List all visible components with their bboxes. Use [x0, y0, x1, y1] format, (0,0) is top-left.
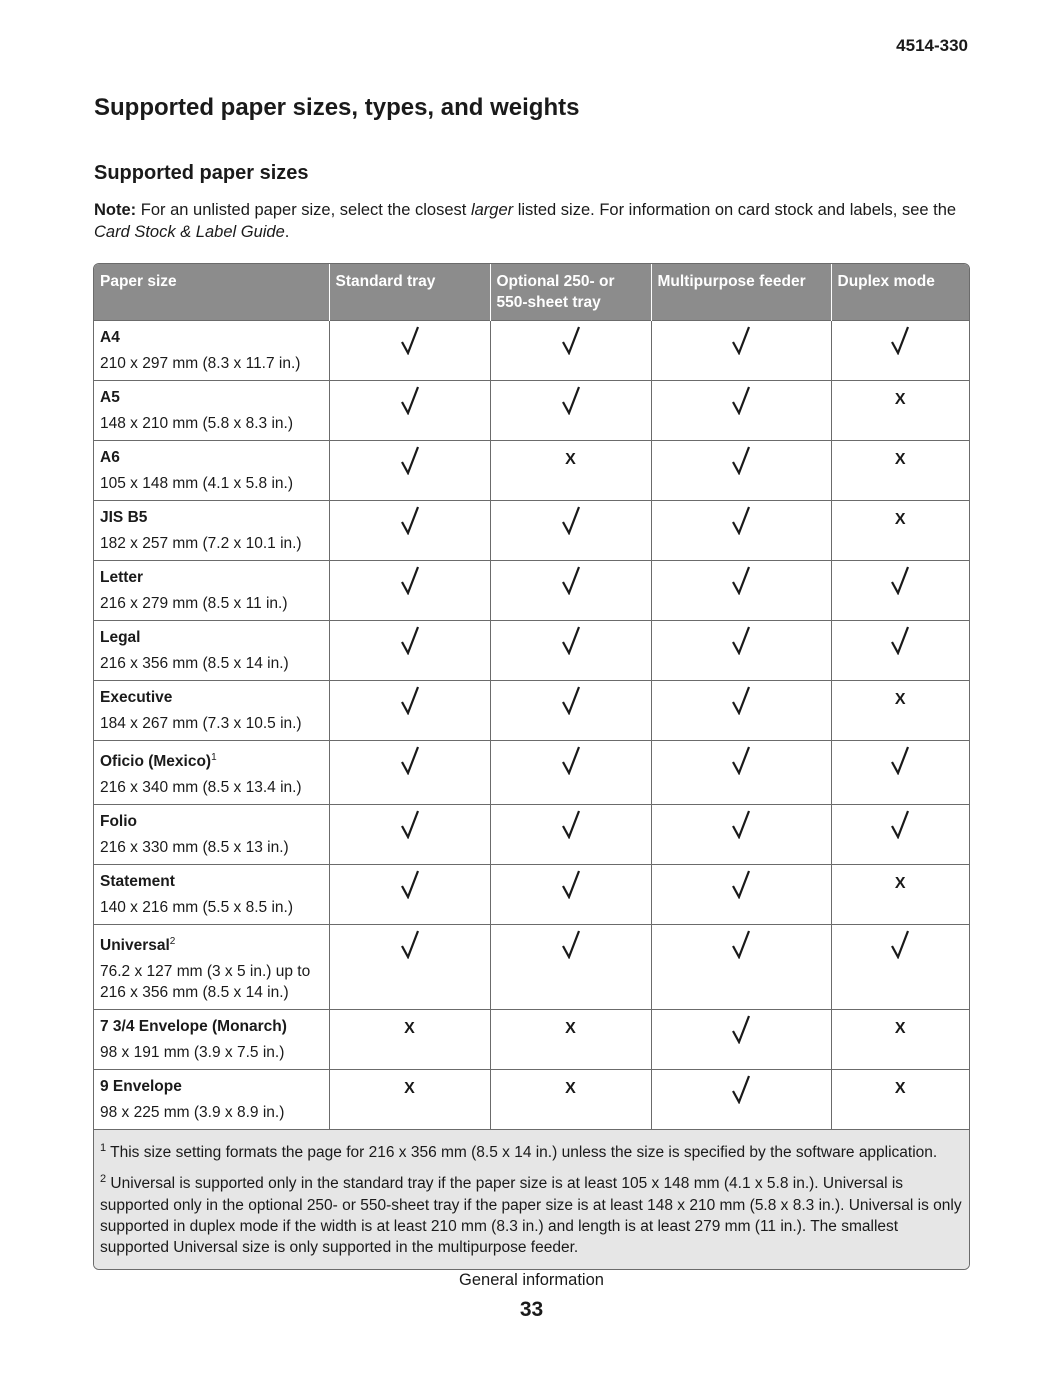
check-icon [561, 702, 581, 719]
support-cell [329, 381, 490, 441]
support-cell [831, 561, 969, 621]
check-icon [400, 826, 420, 843]
paper-size-cell [94, 681, 329, 741]
check-icon [731, 946, 751, 963]
section-title: Supported paper sizes [94, 162, 309, 184]
support-cell [651, 865, 831, 925]
paper-size-cell [94, 741, 329, 805]
support-cell [490, 1070, 651, 1130]
footnote-text: This size setting formats the page for 216 x 356 mm (8.5 x 14 in.) unless the size is specified by the software application. [106, 1144, 938, 1162]
column-header-paper-size: Paper size [94, 264, 329, 321]
check-icon [561, 886, 581, 903]
paper-size-name [100, 1016, 323, 1037]
paper-size-dimensions: 216 x 279 mm (8.5 x 11 in.) [100, 595, 288, 612]
unsupported-mark: X [565, 451, 576, 468]
paper-size-dimensions: 98 x 191 mm (3.9 x 7.5 in.) [100, 1044, 285, 1062]
paper-size-cell [94, 321, 329, 381]
check-icon [400, 582, 420, 599]
footnote-number: 1 [100, 1142, 107, 1155]
table-row [94, 441, 969, 501]
table-row [94, 1070, 969, 1130]
support-cell [329, 441, 490, 501]
support-cell [831, 805, 969, 865]
check-icon [561, 402, 581, 419]
check-icon [400, 702, 420, 719]
support-cell [831, 621, 969, 681]
paper-size-cell [94, 621, 329, 681]
check-icon [731, 702, 751, 719]
support-cell [329, 681, 490, 741]
footnote [100, 1138, 963, 1163]
support-cell [329, 621, 490, 681]
support-cell [651, 925, 831, 1010]
support-cell [329, 1070, 490, 1130]
paper-size-name-text: JIS B5 [100, 509, 148, 526]
footnote-text: Universal is supported only in the standard tray if the paper size is at least 105 x 148 mm (4.1 x 5.8 in.). Universal is supported only in the optional 250- or 550-sheet tray if the paper size is at least 148 x 210 mm (5.8 x 8.3 in.). Universal is only supported in duplex mode if the width is at least 210 mm (8.3 in.) and length is at least 279 mm (11 in.). The smallest supported Universal size is only supported in the multipurpose feeder. [100, 1175, 962, 1256]
support-cell [329, 865, 490, 925]
unsupported-mark: X [894, 391, 906, 408]
paper-size-name-text: Letter [100, 569, 144, 586]
unsupported-mark: X [894, 691, 906, 708]
support-cell [831, 381, 969, 441]
check-icon [561, 826, 581, 843]
footnote [100, 1169, 963, 1257]
check-icon [561, 946, 581, 963]
support-cell [831, 741, 969, 805]
paper-size-name [100, 687, 323, 708]
paper-size-name [100, 811, 323, 832]
paper-size-dimensions: 184 x 267 mm (7.3 x 10.5 in.) [100, 715, 302, 732]
support-cell [329, 501, 490, 561]
support-cell [329, 925, 490, 1010]
check-icon [731, 886, 751, 903]
support-cell [651, 621, 831, 681]
support-cell [490, 865, 651, 925]
paper-size-dimensions: 140 x 216 mm (5.5 x 8.5 in.) [100, 899, 293, 917]
paper-size-cell [94, 1010, 329, 1070]
support-cell [329, 1010, 490, 1070]
paper-size-name-text: A4 [100, 329, 120, 346]
check-icon [731, 522, 751, 539]
table-header-row [94, 264, 969, 321]
check-icon [731, 762, 751, 779]
paper-size-table [93, 263, 970, 1270]
support-cell [831, 501, 969, 561]
check-icon [890, 582, 910, 599]
support-cell [831, 681, 969, 741]
paper-size-name-text: 7 3/4 Envelope (Monarch) [100, 1018, 287, 1036]
paper-size-name-text: 9 Envelope [100, 1078, 182, 1096]
paper-size-name-text: Universal [100, 937, 170, 955]
support-cell [831, 865, 969, 925]
support-cell [651, 681, 831, 741]
paper-size-dimensions: 182 x 257 mm (7.2 x 10.1 in.) [100, 535, 302, 552]
paper-size-name-text: A6 [100, 449, 120, 466]
footnote-ref: 2 [169, 936, 176, 948]
support-cell [490, 441, 651, 501]
check-icon [400, 522, 420, 539]
paper-size-name [100, 447, 323, 468]
check-icon [400, 642, 420, 659]
support-cell [329, 741, 490, 805]
unsupported-mark: X [894, 451, 906, 468]
support-cell [490, 1010, 651, 1070]
table-row [94, 1010, 969, 1070]
paper-size-cell [94, 805, 329, 865]
model-number: 4514-330 [896, 36, 968, 55]
paper-size-dimensions: 216 x 340 mm (8.5 x 13.4 in.) [100, 779, 302, 797]
table-row [94, 621, 969, 681]
paper-size-dimensions: 105 x 148 mm (4.1 x 5.8 in.) [100, 475, 293, 492]
paper-size-dimensions: 98 x 225 mm (3.9 x 8.9 in.) [100, 1104, 285, 1122]
paper-size-cell [94, 381, 329, 441]
check-icon [731, 826, 751, 843]
table-row [94, 865, 969, 925]
table-row [94, 381, 969, 441]
paper-size-cell [94, 561, 329, 621]
support-cell [329, 321, 490, 381]
paper-size-name [100, 387, 323, 408]
support-cell [831, 1070, 969, 1130]
paper-size-name [100, 327, 323, 348]
check-icon [400, 886, 420, 903]
footnotes-cell [94, 1130, 969, 1269]
unsupported-mark: X [404, 1020, 415, 1038]
note-emphasis: larger [470, 201, 514, 219]
support-cell [490, 925, 651, 1010]
check-icon [731, 1091, 751, 1108]
column-header-multipurpose-feeder: Multipurpose feeder [651, 264, 831, 321]
paper-size-name [100, 1076, 323, 1097]
paper-size-dimensions: 210 x 297 mm (8.3 x 11.7 in.) [100, 355, 301, 372]
table-row [94, 561, 969, 621]
column-header-optional-tray: Optional 250- or 550-sheet tray [490, 264, 651, 321]
paper-size-cell [94, 1070, 329, 1130]
column-header-duplex-mode: Duplex mode [831, 264, 969, 321]
check-icon [400, 462, 420, 479]
note-guide-title: Card Stock & Label Guide [94, 223, 285, 241]
support-cell [651, 381, 831, 441]
unsupported-mark: X [404, 1080, 415, 1098]
paper-size-name [100, 931, 323, 956]
note-paragraph [94, 199, 969, 243]
paper-size-name-text: A5 [100, 389, 120, 406]
table-row [94, 925, 969, 1010]
page-title: Supported paper sizes, types, and weights [94, 94, 580, 121]
support-cell [651, 805, 831, 865]
check-icon [890, 342, 910, 359]
check-icon [890, 826, 910, 843]
paper-size-dimensions: 216 x 330 mm (8.5 x 13 in.) [100, 839, 289, 857]
footnotes-row [94, 1130, 969, 1269]
check-icon [561, 342, 581, 359]
unsupported-mark: X [565, 1080, 576, 1098]
check-icon [731, 642, 751, 659]
support-cell [831, 1010, 969, 1070]
check-icon [890, 762, 910, 779]
check-icon [890, 642, 910, 659]
support-cell [490, 381, 651, 441]
unsupported-mark: X [894, 1020, 906, 1038]
paper-size-name [100, 627, 323, 648]
support-cell [490, 621, 651, 681]
check-icon [561, 522, 581, 539]
support-cell [651, 561, 831, 621]
unsupported-mark: X [565, 1020, 576, 1038]
support-cell [490, 805, 651, 865]
paper-size-name-text: Statement [100, 873, 175, 891]
note-label: Note: [94, 201, 137, 219]
check-icon [890, 946, 910, 963]
support-cell [831, 321, 969, 381]
support-cell [651, 321, 831, 381]
unsupported-mark: X [894, 511, 906, 528]
unsupported-mark: X [894, 1080, 906, 1098]
support-cell [651, 1010, 831, 1070]
footnote-number: 2 [100, 1173, 107, 1186]
paper-size-cell [94, 865, 329, 925]
paper-size-name-text: Executive [100, 689, 173, 706]
paper-size-name [100, 871, 323, 892]
paper-size-dimensions: 216 x 356 mm (8.5 x 14 in.) [100, 655, 289, 672]
paper-size-cell [94, 925, 329, 1010]
table-row [94, 501, 969, 561]
page-number: 33 [519, 1298, 544, 1321]
paper-size-dimensions: 148 x 210 mm (5.8 x 8.3 in.) [100, 415, 293, 432]
support-cell [490, 561, 651, 621]
paper-size-cell [94, 501, 329, 561]
support-cell [651, 441, 831, 501]
paper-size-name [100, 567, 323, 588]
check-icon [731, 1031, 751, 1048]
support-cell [490, 501, 651, 561]
check-icon [731, 342, 751, 359]
check-icon [561, 642, 581, 659]
note-text-3: . [284, 223, 290, 241]
support-cell [329, 805, 490, 865]
paper-size-name [100, 507, 323, 528]
paper-size-dimensions: 76.2 x 127 mm (3 x 5 in.) up to 216 x 356 mm (8.5 x 14 in.) [100, 963, 311, 1002]
paper-size-name-text: Folio [100, 813, 138, 831]
footnote-ref: 1 [211, 752, 217, 763]
support-cell [490, 321, 651, 381]
support-cell [651, 1070, 831, 1130]
table-row [94, 681, 969, 741]
check-icon [400, 402, 420, 419]
check-icon [731, 402, 751, 419]
check-icon [731, 582, 751, 599]
support-cell [490, 681, 651, 741]
support-cell [831, 441, 969, 501]
check-icon [400, 342, 420, 359]
table-row [94, 321, 969, 381]
check-icon [400, 946, 420, 963]
footer-section-label: General information [459, 1271, 604, 1289]
paper-size-name-text: Oficio (Mexico) [100, 753, 212, 771]
paper-size-name [100, 747, 323, 772]
support-cell [490, 741, 651, 805]
paper-size-name-text: Legal [100, 629, 141, 646]
support-cell [831, 925, 969, 1010]
check-icon [400, 762, 420, 779]
unsupported-mark: X [894, 875, 906, 893]
support-cell [651, 741, 831, 805]
column-header-standard-tray: Standard tray [329, 264, 490, 321]
note-text-1: For an unlisted paper size, select the closest [136, 201, 471, 219]
support-cell [329, 561, 490, 621]
check-icon [561, 582, 581, 599]
table-row [94, 805, 969, 865]
table-row [94, 741, 969, 805]
support-cell [651, 501, 831, 561]
check-icon [561, 762, 581, 779]
note-text-2: listed size. For information on card stock and labels, see the [513, 201, 957, 219]
check-icon [731, 462, 751, 479]
paper-size-cell [94, 441, 329, 501]
